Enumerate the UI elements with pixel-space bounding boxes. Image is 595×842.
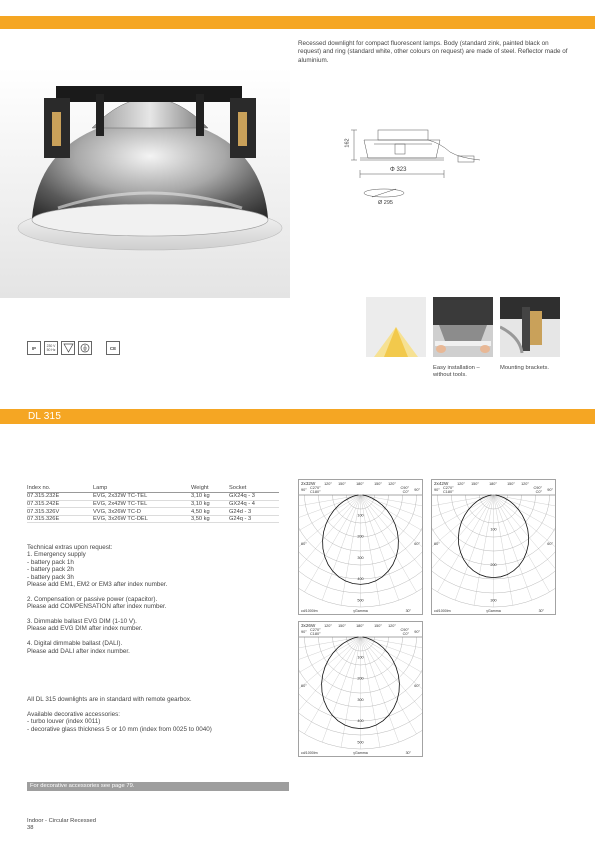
polar-diagram-svg [298,479,423,615]
voltage-icon: 230 V 50 Hz [44,341,58,355]
f-mark-triangle-icon [61,341,75,355]
angle-label: 150° [374,482,382,486]
page-number: 38 [27,825,34,831]
angle-label: 120° [388,482,396,486]
angle-label: 150° [338,624,346,628]
note-emergency: Technical extras upon request: 1. Emergency supply - battery pack 1h - battery pack 2h - battery pack 3h Please add EM1, EM2 or EM3 after index number. [27,544,168,589]
socket-cell: GX24q - 4 [229,500,279,508]
accessories-reference-bar: For decorative accessories see page 79. [27,782,289,791]
ring-value-label: 500 [357,598,364,603]
ring-value-label: 300 [357,555,364,560]
table-row [27,500,279,508]
accessory-notes [27,696,292,740]
note-compensation: 2. Compensation or passive power (capacitor). Please add COMPENSATION after index number. [27,595,167,611]
footer-section: Indoor - Circular Recessed [27,818,96,824]
c-plane-label: C180° [443,490,454,494]
ring-value-label: 300 [357,697,364,702]
downlight-illustration [0,68,290,298]
side-angle-label: 90° [434,488,440,492]
cutout-dimension-label: Ø 295 [378,200,393,206]
side-angle-label: 90° [301,630,307,634]
polar-diagram-2 [431,479,556,615]
lamp-cell: EVG, 3x26W TC-DEL [93,515,191,523]
unit-label: cd/1000lm [301,751,318,755]
gamma-label: γGamma [486,609,501,613]
angle-label: 120° [521,482,529,486]
c-plane-label: C270° [443,486,454,490]
ring-value-label: 100 [357,513,364,518]
diagram-title: 2x32W [301,481,316,486]
technical-drawing [340,118,500,213]
side-angle-label: 90° [414,630,420,634]
ring-value-label: 400 [357,577,364,582]
height-dimension-label: 162 [344,138,351,148]
weight-cell: 3,10 kg [191,493,229,501]
note-gearbox: All DL 315 downlights are in standard with remote gearbox. [27,696,192,703]
angle-label: 120° [457,482,465,486]
angle-label: 120° [324,482,332,486]
c-plane-label: C0° [535,490,542,494]
c-plane-label: C270° [310,486,321,490]
socket-cell: G24q - 3 [229,515,279,523]
c-plane-label: C270° [310,628,321,632]
c-plane-label: C180° [310,490,321,494]
feature-caption-installation: Easy installation – without tools. [433,365,480,378]
angle-label: 120° [324,624,332,628]
index-cell: 07.315.232E [27,493,93,501]
note-dali: 4. Digital dimmable ballast (DALI). Please add DALI after index number. [27,640,130,655]
table-row [27,515,279,523]
ce-mark-icon: CE [106,341,120,355]
c-plane-label: C90° [533,486,542,490]
socket-cell: GX24q - 3 [229,493,279,501]
column-header: Socket [229,485,279,493]
index-cell: 07.315.326E [27,515,93,523]
column-header: Lamp [93,485,191,493]
gamma-label: γGamma [353,609,368,613]
gamma-label: γGamma [353,751,368,755]
dimension-drawing [340,118,500,213]
note-dimmable: 3. Dimmable ballast EVG DIM (1-10 V). Please add EVG DIM after index number. [27,618,143,633]
c-plane-label: C90° [400,486,409,490]
ring-value-label: 200 [357,676,364,681]
ring-value-label: 400 [357,719,364,724]
weight-cell: 3,10 kg [191,500,229,508]
side-angle-label: 60° [414,542,420,546]
weight-cell: 4,50 kg [191,508,229,516]
product-photo [0,68,290,298]
ring-value-label: 100 [357,655,364,660]
side-angle-label: 90° [414,488,420,492]
note-accessories: Available decorative accessories: - turbo louver (index 0011) - decorative glass thickness 5 or 10 mm (index from 0025 to 0040) [27,710,212,733]
light-distribution-thumbnail [366,297,426,357]
width-dimension-label: Φ 323 [390,167,407,173]
angle-label: 120° [388,624,396,628]
angle-label: 150° [507,482,515,486]
table-row [27,493,279,501]
side-angle-label: 60° [434,542,440,546]
feature-caption-brackets: Mounting brackets. [500,365,549,371]
angle-label: 180° [356,482,364,486]
side-angle-label: 60° [301,684,307,688]
c-plane-label: C0° [402,490,409,494]
table-row [27,508,279,516]
weight-cell: 3,50 kg [191,515,229,523]
angle-label: 180° [356,624,364,628]
side-angle-label: 60° [547,542,553,546]
ring-value-label: 100 [490,527,497,532]
product-title: DL 315 [28,411,62,422]
ring-value-label: 300 [490,598,497,603]
unit-label: cd/1000lm [434,609,451,613]
index-cell: 07.315.326V [27,508,93,516]
angle-label: 180° [489,482,497,486]
lamp-cell: EVG, 2x42W TC-TEL [93,500,191,508]
spec-table [27,485,279,523]
technical-notes [27,544,287,662]
table-header-row [27,485,279,493]
polar-diagram-svg [298,621,423,757]
unit-label: cd/1000lm [301,609,318,613]
column-header: Weight [191,485,229,493]
ip-rating-icon: IP [27,341,41,355]
polar-diagram-svg [431,479,556,615]
index-cell: 07.315.242E [27,500,93,508]
easy-installation-thumbnail [433,297,493,357]
diagram-title: 2x42W [434,481,449,486]
side-angle-label: 90° [301,488,307,492]
socket-cell: G24d - 3 [229,508,279,516]
certification-icons [27,341,120,355]
lamp-cell: VVG, 3x26W TC-D [93,508,191,516]
polar-diagram-3 [298,621,423,757]
column-header: Index no. [27,485,93,493]
earth-class-icon [78,341,92,355]
side-angle-label: 60° [414,684,420,688]
angle-label: 30° [538,609,544,613]
ring-value-label: 200 [357,534,364,539]
c-plane-label: C90° [400,628,409,632]
mounting-brackets-thumbnail [500,297,560,357]
product-description: Recessed downlight for compact fluorescent lamps. Body (standard zink, painted black on request) and ring (standard white, other colours on request) are made of steel. Reflector made of aluminium. [298,40,568,64]
top-accent-bar [0,16,595,29]
angle-label: 30° [405,751,411,755]
side-angle-label: 90° [547,488,553,492]
angle-label: 150° [471,482,479,486]
page-footer [27,818,96,832]
ring-value-label: 200 [490,562,497,567]
polar-diagram-1 [298,479,423,615]
product-title-band [0,409,595,424]
lamp-cell: EVG, 2x32W TC-TEL [93,493,191,501]
ring-value-label: 500 [357,740,364,745]
angle-label: 150° [374,624,382,628]
c-plane-label: C0° [402,632,409,636]
angle-label: 30° [405,609,411,613]
angle-label: 150° [338,482,346,486]
diagram-title: 3x26W [301,623,316,628]
side-angle-label: 60° [301,542,307,546]
c-plane-label: C180° [310,632,321,636]
